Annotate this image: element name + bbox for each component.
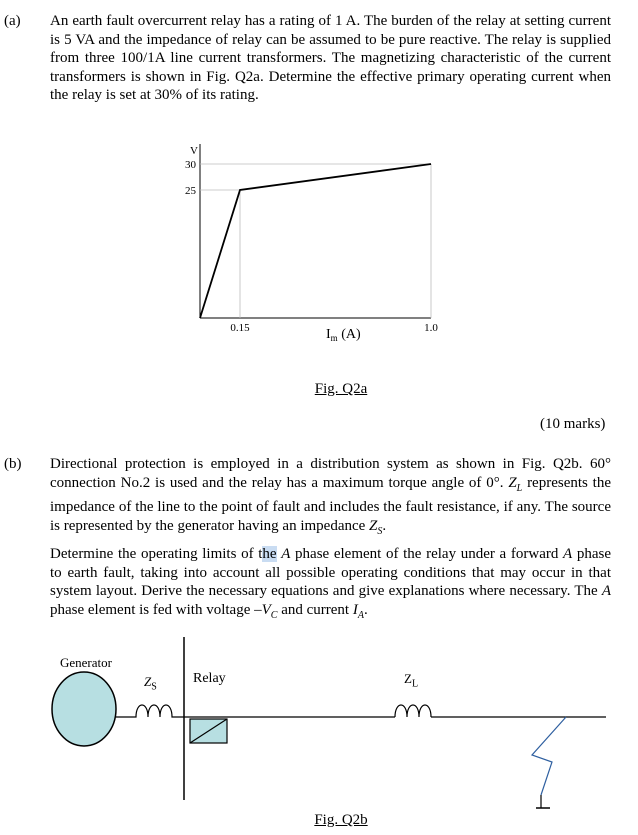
part-b-p1-text: Directional protection is employed in a distribution system as shown in Fig. Q2b. 60° connection No.2 is used and the relay has a maximum torque angle of 0°. xyxy=(50,456,611,491)
relay-box-diagonal xyxy=(190,719,227,743)
ia-symbol: I xyxy=(352,601,358,618)
zl-label-main: Z xyxy=(404,671,412,686)
y-tick-label-30: 30 xyxy=(185,159,196,171)
marks-a: (10 marks) xyxy=(540,416,606,432)
generator-label: Generator xyxy=(60,655,112,670)
zl-label xyxy=(404,670,418,694)
zs-label-main: Z xyxy=(144,674,152,689)
phase-a-1: A xyxy=(281,546,291,562)
fig-q2a-caption: Fig. Q2a xyxy=(314,381,368,397)
x-axis-label-sub: m xyxy=(330,333,338,343)
part-b-p1-end: . xyxy=(382,517,387,534)
zs-inductor xyxy=(116,705,184,717)
text-highlight: he xyxy=(262,546,277,562)
zl-symbol: Z xyxy=(508,474,517,491)
part-b-p1-rest: represents the impedance of the line to the point of fault and includes the fault resistance, if any. The source is represented by the generator having an impedance xyxy=(50,474,612,534)
x-tick-label-0_15: 0.15 xyxy=(230,322,250,334)
ia-symbol-sub: A xyxy=(357,609,364,621)
y-axis-label: V xyxy=(190,145,198,157)
part-b-paragraph-1 xyxy=(50,455,611,541)
p2-and: and current xyxy=(281,601,350,618)
generator-symbol xyxy=(52,672,116,746)
p2-start: Determine the operating limits of t xyxy=(50,546,263,562)
part-a-question: An earth fault overcurrent relay has a rating of 1 A. The burden of the relay at setting current is 5 VA and the impedance of relay can be assumed to be pure reactive. The relay is supplied from three 100/1A line current transformers. The magnetizing characteristic of the current transformers is shown in Fig. Q2a. Determine the effective primary operating current when the relay is set at 30% of its rating. xyxy=(50,13,611,103)
zl-inductor xyxy=(395,705,431,717)
relay-box xyxy=(190,719,227,743)
y-tick-label-25: 25 xyxy=(185,185,196,197)
zs-symbol-sub: S xyxy=(377,525,383,537)
p2-mid1: phase element of the relay under a forward xyxy=(295,546,559,562)
fault-lightning-symbol xyxy=(532,717,566,795)
phase-a-2: A xyxy=(563,546,573,562)
vc-symbol: V xyxy=(261,601,271,618)
part-b-paragraph-2 xyxy=(50,545,611,625)
fig-q2b-caption: Fig. Q2b xyxy=(314,812,368,828)
p2-mid3: phase element is fed with voltage – xyxy=(50,601,262,618)
fig-q2a-chart xyxy=(0,0,638,380)
relay-label: Relay xyxy=(193,671,226,686)
x-axis-label-unit: (A) xyxy=(337,327,361,342)
x-axis-label xyxy=(326,327,361,343)
vc-symbol-sub: C xyxy=(270,609,278,621)
zl-symbol-sub: L xyxy=(516,482,523,494)
p2-mid2: phase to earth fault, taking into account all possible operating conditions that may occur in that system layout. Derive the necessary equations and give explanations where necessary. The xyxy=(50,546,611,599)
chart-a-group xyxy=(185,144,438,343)
x-axis-label-main: I xyxy=(326,327,331,342)
zs-label-sub: S xyxy=(151,681,157,693)
part-a-label: (a) xyxy=(4,13,21,29)
zs-symbol: Z xyxy=(369,517,378,534)
p2-end: . xyxy=(363,601,368,618)
part-b-label: (b) xyxy=(4,456,22,472)
zs-label xyxy=(144,673,157,697)
zl-label-sub: L xyxy=(411,678,419,690)
phase-a-3: A xyxy=(601,583,612,599)
magnetizing-curve xyxy=(200,164,431,318)
x-tick-label-1_0: 1.0 xyxy=(424,322,438,334)
